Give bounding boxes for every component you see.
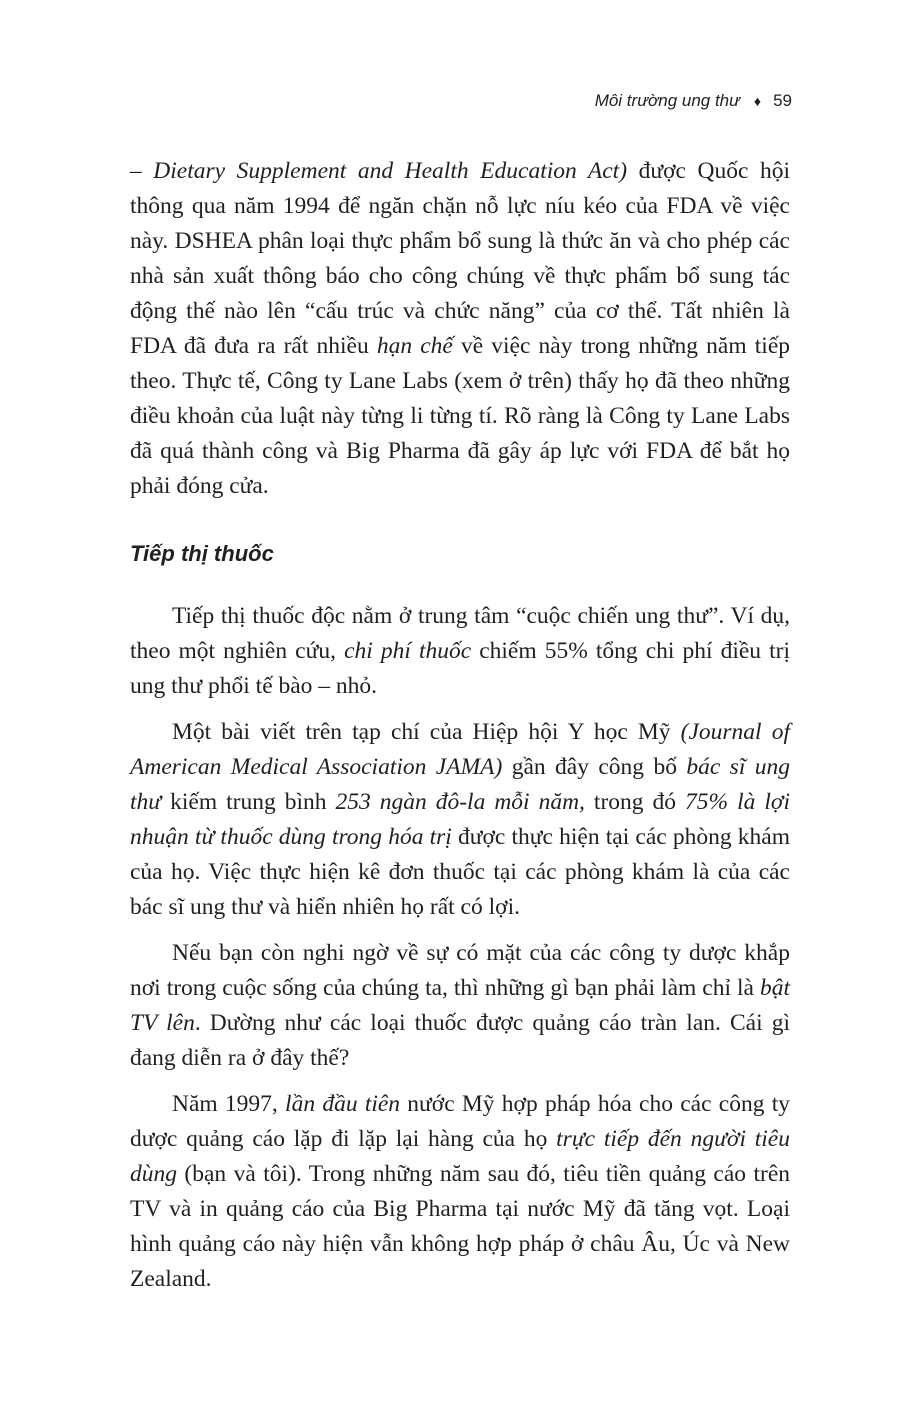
paragraph-continuation (130, 154, 790, 504)
paragraph (130, 1087, 790, 1297)
text-segment: nước Mỹ hợp pháp hóa cho các công ty dược quảng cáo lặp đi lặp lại hàng của họ (130, 1091, 790, 1152)
text-segment: 75% là lợi nhuận từ thuốc dùng trong hóa trị (130, 789, 790, 850)
page-number: 59 (773, 91, 792, 110)
text-segment: hạn chế (376, 333, 453, 359)
text-segment: chiếm 55% tổng chi phí điều trị ung thư phổi tế bào – nhỏ. (130, 638, 790, 699)
text-segment: chi phí thuốc (344, 638, 472, 664)
text-segment: về việc này trong những năm tiếp theo. Thực tế, Công ty Lane Labs (xem ở trên) thấy họ đã theo những điều khoản của luật này từng li từng tí. Rõ ràng là Công ty Lane Labs đã quá thành công và Big Pharma đã gây áp lực với FDA để bắt họ phải đóng cửa. (130, 333, 790, 499)
text-segment: (Journal of American Medical Association JAMA) (130, 719, 790, 780)
running-header (595, 89, 792, 113)
text-segment: kiếm trung bình (161, 789, 336, 815)
diamond-separator-icon: ♦ (753, 93, 762, 109)
section-heading: Tiếp thị thuốc (130, 541, 274, 566)
text-segment: 253 ngàn đô-la mỗi năm, (335, 789, 585, 815)
text-segment: bật TV lên (130, 975, 790, 1036)
text-segment: – Dietary Supplement and Health Education Act) (130, 158, 628, 184)
body-text (130, 154, 790, 1297)
text-segment: Một bài viết trên tạp chí của Hiệp hội Y học Mỹ (172, 719, 681, 745)
text-segment: Nếu bạn còn nghi ngờ về sự có mặt của các công ty dược khắp nơi trong cuộc sống của chúng ta, thì những gì bạn phải làm chỉ là (130, 940, 790, 1001)
paragraph (130, 599, 790, 704)
text-segment: Tiếp thị thuốc độc nằm ở trung tâm “cuộc chiến ung thư”. Ví dụ, theo một nghiên cứu, (130, 603, 790, 664)
text-segment: lần đầu tiên (285, 1091, 401, 1117)
chapter-title: Môi trường ung thư (594, 91, 740, 110)
text-segment: gần đây công bố (502, 754, 687, 780)
paragraph (130, 936, 790, 1076)
text-segment: trực tiếp đến người tiêu dùng (130, 1126, 790, 1187)
text-segment: Năm 1997, (172, 1091, 286, 1117)
text-segment: bác sĩ ung thư (130, 754, 791, 815)
text-segment: (bạn và tôi). Trong những năm sau đó, tiêu tiền quảng cáo trên TV và in quảng cáo của Big Pharma tại nước Mỹ đã tăng vọt. Loại hình quảng cáo này hiện vẫn không hợp pháp ở châu Âu, Úc và New Zealand. (130, 1161, 790, 1292)
paragraph (130, 715, 790, 925)
text-segment: . Dường như các loại thuốc được quảng cáo tràn lan. Cái gì đang diễn ra ở đây thế? (130, 1010, 791, 1071)
text-segment: được thực hiện tại các phòng khám của họ. Việc thực hiện kê đơn thuốc tại các phòng khám là của các bác sĩ ung thư và hiển nhiên họ rất có lợi. (130, 824, 790, 920)
text-segment: trong đó (584, 789, 686, 815)
text-segment: được Quốc hội thông qua năm 1994 để ngăn chặn nỗ lực níu kéo của FDA về việc này. DSHEA phân loại thực phẩm bổ sung là thức ăn và cho phép các nhà sản xuất thông báo cho công chúng về thực phẩm bổ sung tác động thế nào lên “cấu trúc và chức năng” của cơ thể. Tất nhiên là FDA đã đưa ra rất nhiều (130, 158, 790, 359)
